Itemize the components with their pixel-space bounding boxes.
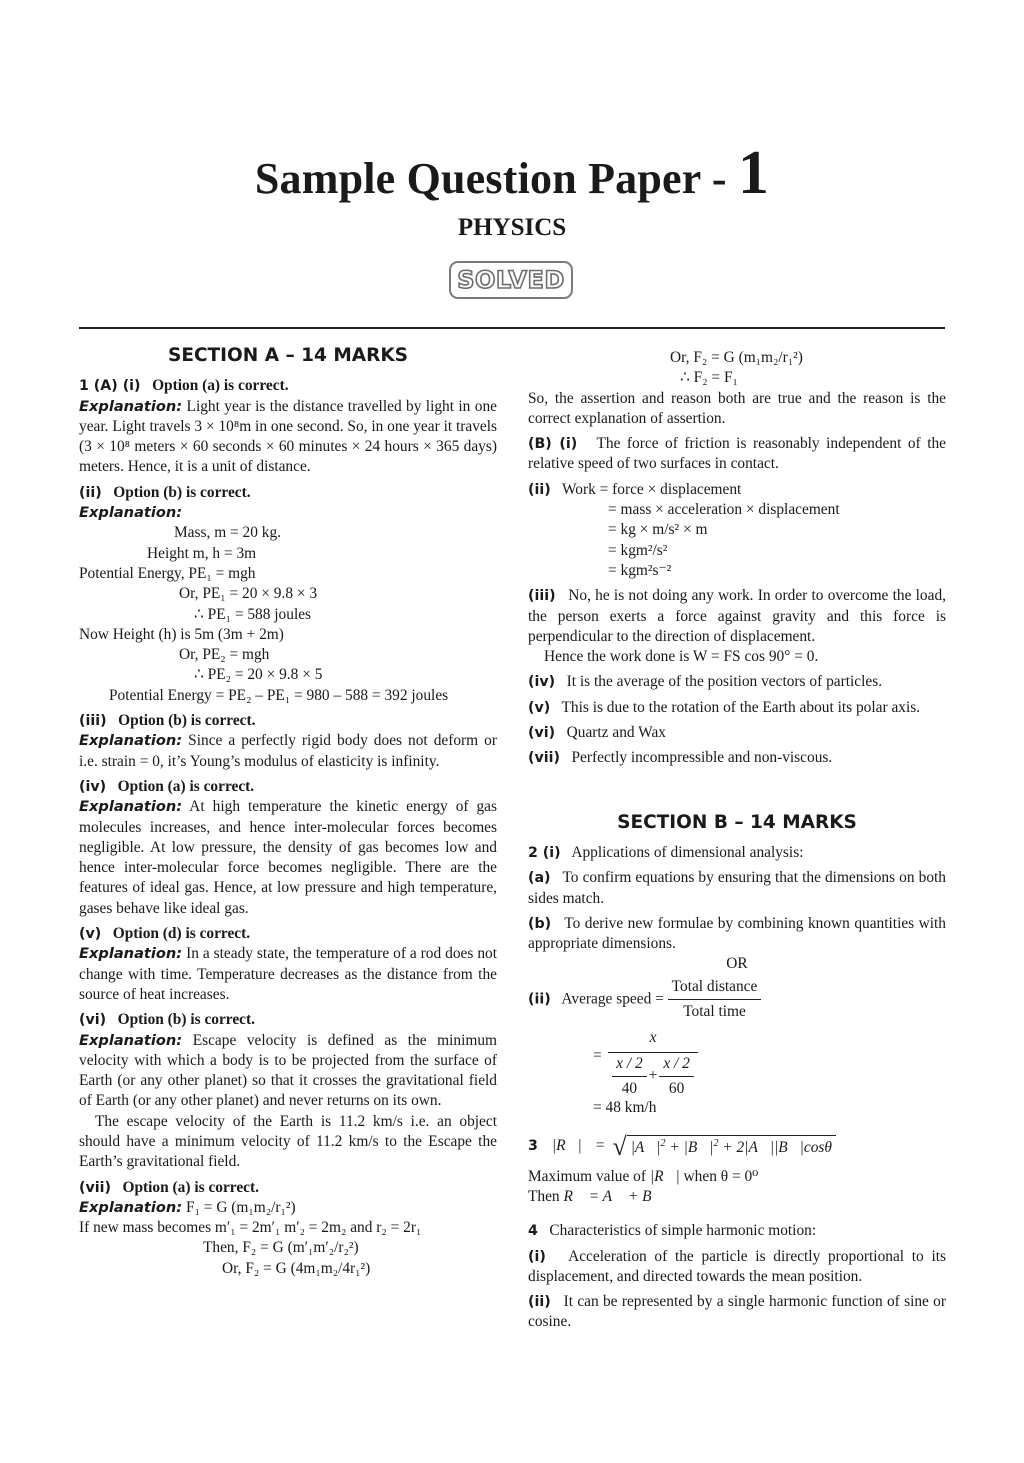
speed-calculation: = x $\frac{x / 2}{40}$ + $\frac{x / 2}{60}$ [528,1028,946,1098]
answer-1b-vii: (vii) Perfectly incompressible and non-viscous. [528,749,833,767]
section-a-title: SECTION A – 14 MARKS [168,345,408,366]
answer-2: 2 (i) Applications of dimensional analysis: (a) To confirm equations by ensuring that the dimensions on both sides match. (b) To derive new formulae by combining known quantities with appropriate dimensions. OR (ii) Average speed = $\frac{\text{Total distance}}{\text{Total time}}$ = x $\frac{x / 2}{40}$ + $\frac{x / 2}{60}$ = 48 km/h [528,843,947,1117]
assertion-conclusion: So, the assertion and reason both are true and the reason is the correct explanation of assertion. [528,389,946,427]
answer-1b-v: (v) This is due to the rotation of the Earth about its polar axis. [528,698,921,716]
answer-1a-iv: (iv) Option (a) is correct. Explanation: At high temperature the kinetic energy of gas molecules increases, and hence inter-molecular forces becomes negligible. At low pressure, the density of gas becomes low and hence inter-molecular force becomes negligible. There are the features of ideal gas. Hence, at low pressure and high temperature, gases behave like ideal gas. [79,777,498,917]
speed-fraction: $\frac{\text{Total distance}}{\text{Total time}}$ [668,977,762,1023]
section-b-title: SECTION B – 14 MARKS [617,811,857,833]
answer-1a-i: 1 (A) (i) Option (a) is correct. Explanation: Light year is the distance travelled by light in one year. Light travels 3 × 10⁸m in one second. So, in one year it travels (3 × 10⁸ meters × 60 seconds × 60 minutes × 24 hours × 365 days) meters. Hence, it is a unit of distance. [79,377,497,476]
or-separator: OR [726,955,748,973]
answer-1a-vii: (vii) Option (a) is correct. Explanation: F₁ = G (m₁m₂/r₁²) If new mass becomes m′₁ = 2m′₁ m′₂ = 2m₂ and r₂ = 2r₁ Then, F₂ = G (m′₁m′₂/r₂²) Or, F₂ = G (4m₁m₂/4r₁²) [79,1178,422,1277]
answer-1a-ii: (ii) Option (b) is correct. Explanation: Mass, m = 20 kg. Height m, h = 3m Potential Energy, PE₁ = mgh Or, PE₁ = 20 × 9.8 × 3 ∴ PE₁ = 588 joules Now Height (h) is 5m (3m + 2m) Or, PE₂ = mgh ∴ PE₂ = 20 × 9.8 × 5 Potential Energy = PE₂ – PE₁ = 980 – 588 = 392 joules [79,483,449,704]
answer-3: 3 |R⃗| = √ $|A⃗|^2$ + $|B⃗|^2$ + 2|A⃗||B⃗|cosθ Maximum value of |R⃗| when θ = 0⁰ Then R⃗ = A⃗ + B⃗ [528,1129,946,1208]
left-column [79,338,497,1279]
answer-1b-ii: (ii) Work = force × displacement = mass × acceleration × displacement = kg × m/s² × m = kgm²/s² = kgm²s⁻² [528,480,840,579]
header-divider [79,327,945,329]
answer-4: 4 Characteristics of simple harmonic motion: (i) Acceleration of the particle is directly proportional to its displacement, and directed towards the mean position. (ii) It can be represented by a single harmonic function of sine or cosine. [528,1222,946,1331]
page-title: Sample Question Paper - 1 [254,139,770,207]
answer-1b-i: (B) (i) The force of friction is reasonably independent of the relative speed of two surfaces in contact. [528,435,946,473]
answer-1a-v: (v) Option (d) is correct. Explanation: In a steady state, the temperature of a rod does not change with time. Temperature decreases as the distance from the source of heat increases. [79,925,497,1003]
answer-1b-vi: (vi) Quartz and Wax [528,724,666,742]
paper-number: 1 [737,139,770,207]
answer-1b-iii: (iii) No, he is not doing any work. In order to overcome the load, the person exerts a force against gravity and this force is perpendicular to the direction of displacement. Hence the work done is W = FS cos 90° = 0. [528,587,946,666]
answer-1a-vi: (vi) Option (b) is correct. Explanation: Escape velocity is defined as the minimum velocity with which a body is to be projected from the surface of Earth (or any other planet) so that it crosses the gravitational field of Earth (or any other planet) and never returns on its own. The escape velocity of the Earth is 11.2 km/s i.e. an object should have a minimum velocity of 11.2 km/s to the Escape the Earth’s gravitational field. [79,1011,497,1171]
right-column: Or, F₂ = G (m₁m₂/r₁²) ∴ F₂ = F₁ So, the assertion and reason both are true and the reason is the correct explanation of assertion. (B) (i) The force of friction is reasonably independent of the relative speed of two surfaces in contact. (ii) Work = force × displacement = mass × acceleration × displacement = kg × m/s² × m = kgm²/s² = kgm²s⁻² (iii) No, he is not doing any work. In order to overcome the load, the person exerts a force against gravity and this force is perpendicular to the direction of displacement. Hence the work done is W = FS cos 90° = 0. (iv) It is the average of the position vectors of particles. (v) This is due to the rotation of the Earth about its polar axis. (vi) Quartz and Wax (vii) Perfectly incompressible and non-viscous. SECTION B – 14 MARKS 2 (i) Applications of dimensional analysis: (a) To confirm equations by ensuring that the dimensions on both sides match. (b) To derive new formulae by combining known quantities with appropriate dimensions. OR (ii) Average speed = $\frac{\text{Total distance}}{\text{Total time}}$ = x $\frac{x / 2}{40}$ + $\frac{x / 2}{60}$ = 48 km/h 3 |R⃗| = √ $|A⃗|^2$ + $|B⃗|^2$ + 2|A⃗||B⃗|cosθ Maximum value of |R⃗| when θ = 0⁰ Then R⃗ = A⃗ + B⃗ 4 Characteristics of simple harmonic motion: (i) Acceleration of the particle is directly proportional to its displacement, and directed towards the mean position. (ii) It can be represented by a single harmonic function of sine or cosine. [528,348,946,1333]
subject-heading: PHYSICS [457,214,567,241]
solved-badge: SOLVED [449,261,573,299]
answer-1a-iii: (iii) Option (b) is correct. Explanation: Since a perfectly rigid body does not deform or i.e. strain = 0, it’s Young’s modulus of elasticity is infinity. [79,712,497,770]
answer-1b-iv: (iv) It is the average of the position vectors of particles. [528,673,883,691]
